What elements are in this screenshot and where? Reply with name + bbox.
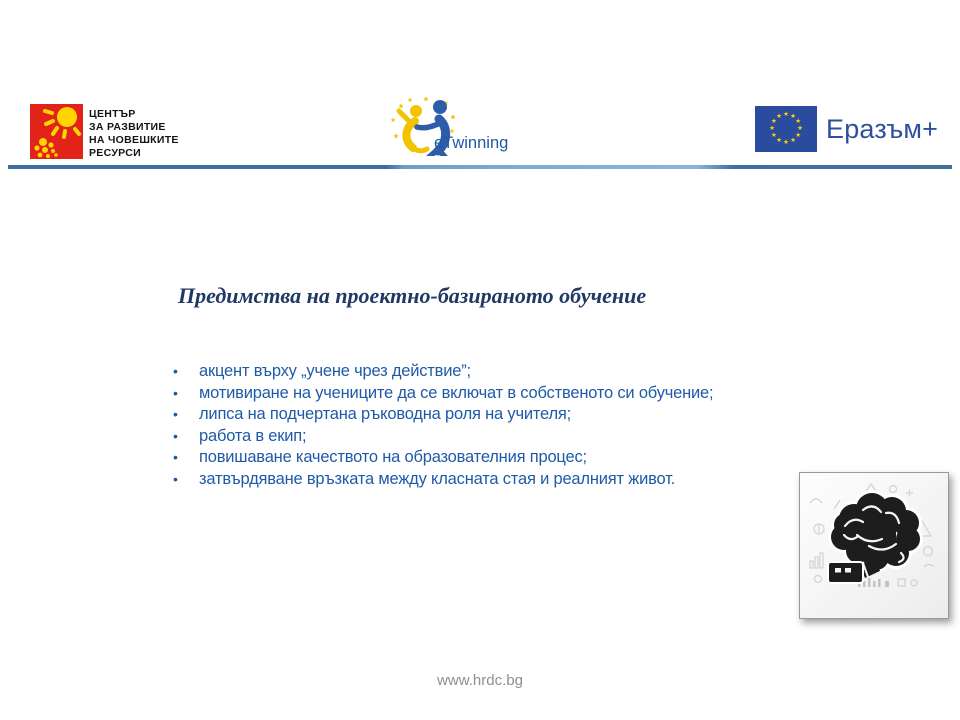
bullet-text: затвърдяване връзката между класната стая и реалният живот.	[199, 469, 675, 488]
bullet-marker: •	[173, 384, 178, 401]
eu-star-icon: ★	[783, 110, 789, 118]
brain-usb-icon	[800, 473, 948, 618]
eu-star-icon: ★	[790, 112, 796, 120]
bullet-text: мотивиране на учениците да се включат в собственото си обучение;	[199, 383, 714, 402]
header-divider-line	[8, 165, 952, 169]
bullet-text: акцент върху „учене чрез действие”;	[199, 362, 471, 380]
hrdc-text-line: ЗА РАЗВИТИЕ	[89, 121, 166, 133]
bullet-text: работа в екип;	[199, 426, 307, 445]
eu-star-icon: ★	[790, 136, 796, 144]
bullet-item	[170, 361, 810, 383]
hrdc-sun-icon	[30, 104, 83, 159]
slide-title: Предимства на проектно-базираното обучение	[178, 283, 647, 308]
hrdc-logo-text	[89, 104, 179, 160]
hrdc-text-line: РЕСУРСИ	[89, 147, 141, 159]
bullet-text: липса на подчертана ръководна роля на учителя;	[199, 405, 572, 423]
etwinning-logo	[388, 96, 528, 160]
bullet-item	[170, 469, 810, 491]
bullet-marker: •	[173, 427, 178, 444]
bullet-marker: •	[173, 363, 178, 379]
eu-star-icon: ★	[770, 117, 777, 125]
bullet-item	[170, 383, 810, 405]
bullet-item	[170, 404, 810, 426]
hrdc-logo	[30, 104, 179, 160]
eu-star-icon: ★	[795, 117, 802, 125]
hrdc-text-line: НА ЧОВЕШКИТЕ	[89, 134, 179, 146]
bullet-item	[170, 426, 810, 448]
erasmus-logo-label: Еразъм+	[826, 113, 939, 144]
hrdc-text-line: ЦЕНТЪР	[89, 108, 136, 120]
bullet-marker: •	[173, 470, 178, 487]
brain-usb-illustration	[799, 472, 949, 619]
eu-star-icon: ★	[795, 131, 802, 139]
eu-star-icon: ★	[769, 124, 775, 132]
erasmus-logo	[755, 106, 938, 152]
footer-url: www.hrdc.bg	[437, 672, 523, 689]
bullet-text: повишаване качеството на образователния процес;	[199, 448, 587, 466]
etwinning-logo-label: eTwinning	[434, 134, 509, 152]
eu-star-icon: ★	[776, 136, 782, 144]
eu-star-icon: ★	[770, 131, 777, 139]
eu-star-icon: ★	[783, 138, 789, 146]
eu-star-icon: ★	[776, 112, 782, 120]
bullet-marker: •	[173, 449, 178, 465]
bullet-item	[170, 447, 810, 469]
eu-flag-icon	[755, 106, 817, 152]
bullet-list	[170, 361, 810, 490]
eu-star-icon: ★	[797, 124, 803, 132]
bullet-marker: •	[173, 406, 178, 422]
